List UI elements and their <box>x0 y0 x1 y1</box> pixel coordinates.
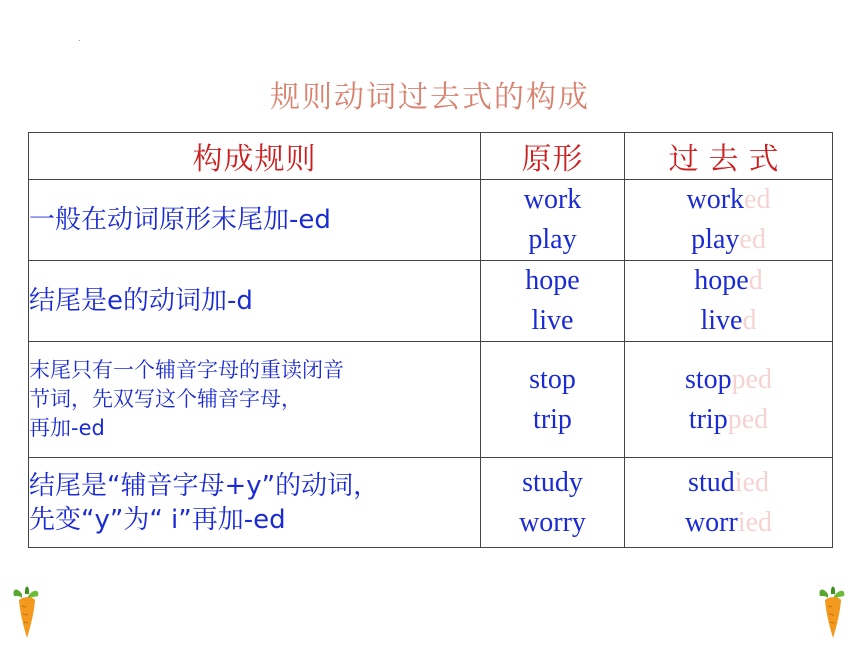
table-row <box>29 342 833 458</box>
base-cell <box>481 180 625 261</box>
past-stem: live <box>700 305 743 336</box>
base-cell <box>481 458 625 548</box>
header-base: 原形 <box>481 133 625 180</box>
rule-line: 先变“y”为“ i”再加-ed <box>29 504 286 535</box>
rule-line: 再加-ed <box>29 416 105 440</box>
base-word: stop <box>529 363 576 395</box>
rule-cell: 一般在动词原形末尾加-ed <box>29 180 481 261</box>
past-word <box>625 463 832 503</box>
base-cell <box>481 261 625 342</box>
decorative-dot: . <box>78 34 81 43</box>
past-word <box>625 261 832 301</box>
header-past: 过去式 <box>625 133 833 180</box>
past-suffix: d <box>748 265 763 296</box>
table-row <box>29 261 833 342</box>
base-word: trip <box>533 403 572 435</box>
base-word: play <box>528 224 577 255</box>
past-word <box>625 503 832 543</box>
past-word <box>625 360 832 400</box>
past-suffix: ped <box>727 403 769 435</box>
base-word: study <box>522 466 583 498</box>
past-stem: worr <box>684 506 738 538</box>
rule-cell <box>29 342 481 458</box>
past-word <box>625 180 832 220</box>
past-cell <box>625 180 833 261</box>
past-stem: trip <box>688 403 728 435</box>
past-word <box>625 301 832 341</box>
past-suffix: ied <box>737 506 773 538</box>
table-row <box>29 180 833 261</box>
table-row <box>29 458 833 548</box>
past-word <box>625 220 832 260</box>
past-stem: play <box>691 224 740 255</box>
carrot-icon <box>10 584 44 640</box>
past-suffix: ped <box>731 363 773 395</box>
rule-cell: 结尾是e的动词加-d <box>29 261 481 342</box>
past-cell <box>625 342 833 458</box>
past-stem: stop <box>684 363 732 395</box>
past-stem: hope <box>694 265 749 296</box>
base-word: work <box>523 184 582 215</box>
past-stem: stud <box>688 466 735 498</box>
rule-line: 末尾只有一个辅音字母的重读闭音 <box>29 358 344 382</box>
past-stem: work <box>686 184 745 215</box>
base-word: hope <box>525 265 580 296</box>
rule-cell <box>29 458 481 548</box>
rule-line: 结尾是“辅音字母+y”的动词， <box>29 470 380 501</box>
page-title: 规则动词过去式的构成 <box>270 80 590 115</box>
rule-line: 节词，先双写这个辅音字母， <box>29 387 302 411</box>
carrot-icon <box>816 584 850 640</box>
past-suffix: d <box>742 305 757 336</box>
table-header-row <box>29 133 833 180</box>
past-tense-rules-table <box>28 132 833 548</box>
past-word <box>625 400 832 440</box>
base-word: live <box>531 305 574 336</box>
past-cell <box>625 261 833 342</box>
past-suffix: ied <box>734 466 769 498</box>
base-cell <box>481 342 625 458</box>
header-rule: 构成规则 <box>29 133 481 180</box>
past-suffix: ed <box>739 224 766 255</box>
past-suffix: ed <box>744 184 771 215</box>
past-cell <box>625 458 833 548</box>
base-word: worry <box>519 506 586 538</box>
